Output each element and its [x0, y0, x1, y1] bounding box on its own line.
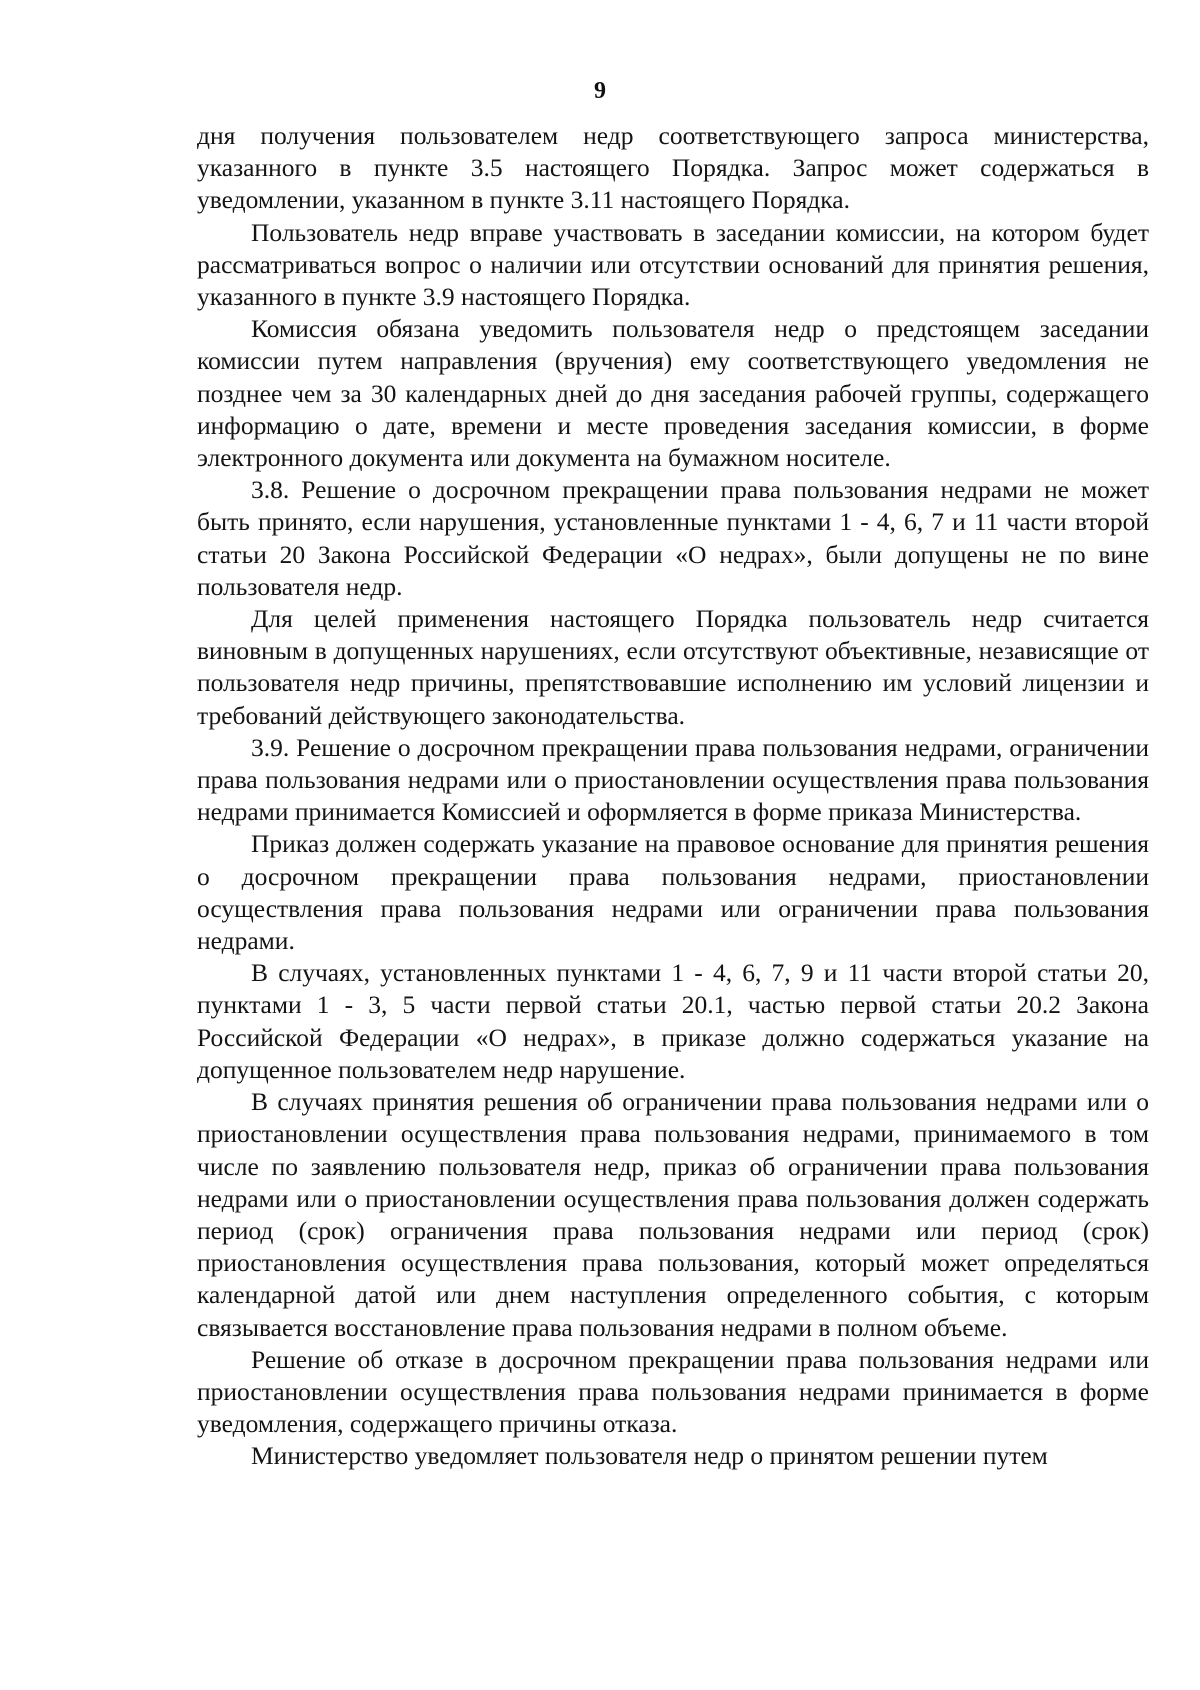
paragraph-commission-notice: Комиссия обязана уведомить пользователя недр о предстоящем заседании комиссии путем направления (вручения) ему соответствующего уведомления не позднее чем за 30 календарных дней до дня заседания рабочей группы, содержащего информацию о дате, времени и месте проведения заседания комиссии, в форме электронного документа или документа на бумажном носителе.: [197, 314, 1149, 473]
page-number: 9: [594, 78, 606, 104]
paragraph-violation-indication: В случаях, установленных пунктами 1 - 4, 6, 7, 9 и 11 части второй статьи 20, пунктами 1 - 3, 5 части первой статьи 20.1, частью первой статьи 20.2 Закона Российской Федерации «О недрах», в приказе должно содержаться указание на допущенное пользователем недр нарушение.: [197, 958, 1149, 1084]
paragraph-refusal-decision: Решение об отказе в досрочном прекращении права пользования недрами или приостановлении осуществления права пользования недрами принимается в форме уведомления, содержащего причины отказа.: [197, 1344, 1149, 1439]
paragraph-clause-3-9: 3.9. Решение о досрочном прекращении права пользования недрами, ограничении права пользования недрами или о приостановлении осуществления права пользования недрами принимается Комиссией и оформляется в форме приказа Министерства.: [197, 732, 1149, 827]
paragraph-restriction-period: В случаях принятия решения об ограничении права пользования недрами или о приостановлении осуществления права пользования недрами, принимаемого в том числе по заявлению пользователя недр, приказ об ограничении права пользования недрами или о приостановлении осуществления права пользования должен содержать период (срок) ограничения права пользования недрами или период (срок) приостановления осуществления права пользования, который может определяться календарной датой или днем наступления определенного события, с которым связывается восстановление права пользования недрами в полном объеме.: [197, 1087, 1149, 1342]
paragraph-order-legal-basis: Приказ должен содержать указание на правовое основание для принятия решения о досрочном прекращении права пользования недрами, приостановлении осуществления права пользования недрами или ограничении права пользования недрами.: [197, 829, 1149, 956]
paragraph-participation-right: Пользователь недр вправе участвовать в заседании комиссии, на котором будет рассматриваться вопрос о наличии или отсутствии оснований для принятия решения, указанного в пункте 3.9 настоящего Порядка.: [197, 217, 1149, 312]
paragraph-continuation: дня получения пользователем недр соответствующего запроса министерства, указанного в пункте 3.5 настоящего Порядка. Запрос может содержаться в уведомлении, указанном в пункте 3.11 настоящего Порядка.: [197, 121, 1149, 215]
paragraph-guilt-definition: Для целей применения настоящего Порядка пользователь недр считается виновным в допущенных нарушениях, если отсутствуют объективные, независящие от пользователя недр причины, препятствовавшие исполнению им условий лицензии и требований действующего законодательства.: [197, 604, 1149, 730]
paragraph-ministry-notification: Министерство уведомляет пользователя недр о принятом решении путем: [251, 1441, 1048, 1471]
paragraph-clause-3-8: 3.8. Решение о досрочном прекращении права пользования недрами не может быть принято, если нарушения, установленные пунктами 1 - 4, 6, 7 и 11 части второй статьи 20 Закона Российской Федерации «О недрах», были допущены не по вине пользователя недр.: [197, 475, 1149, 601]
document-body: [197, 120, 1149, 1473]
